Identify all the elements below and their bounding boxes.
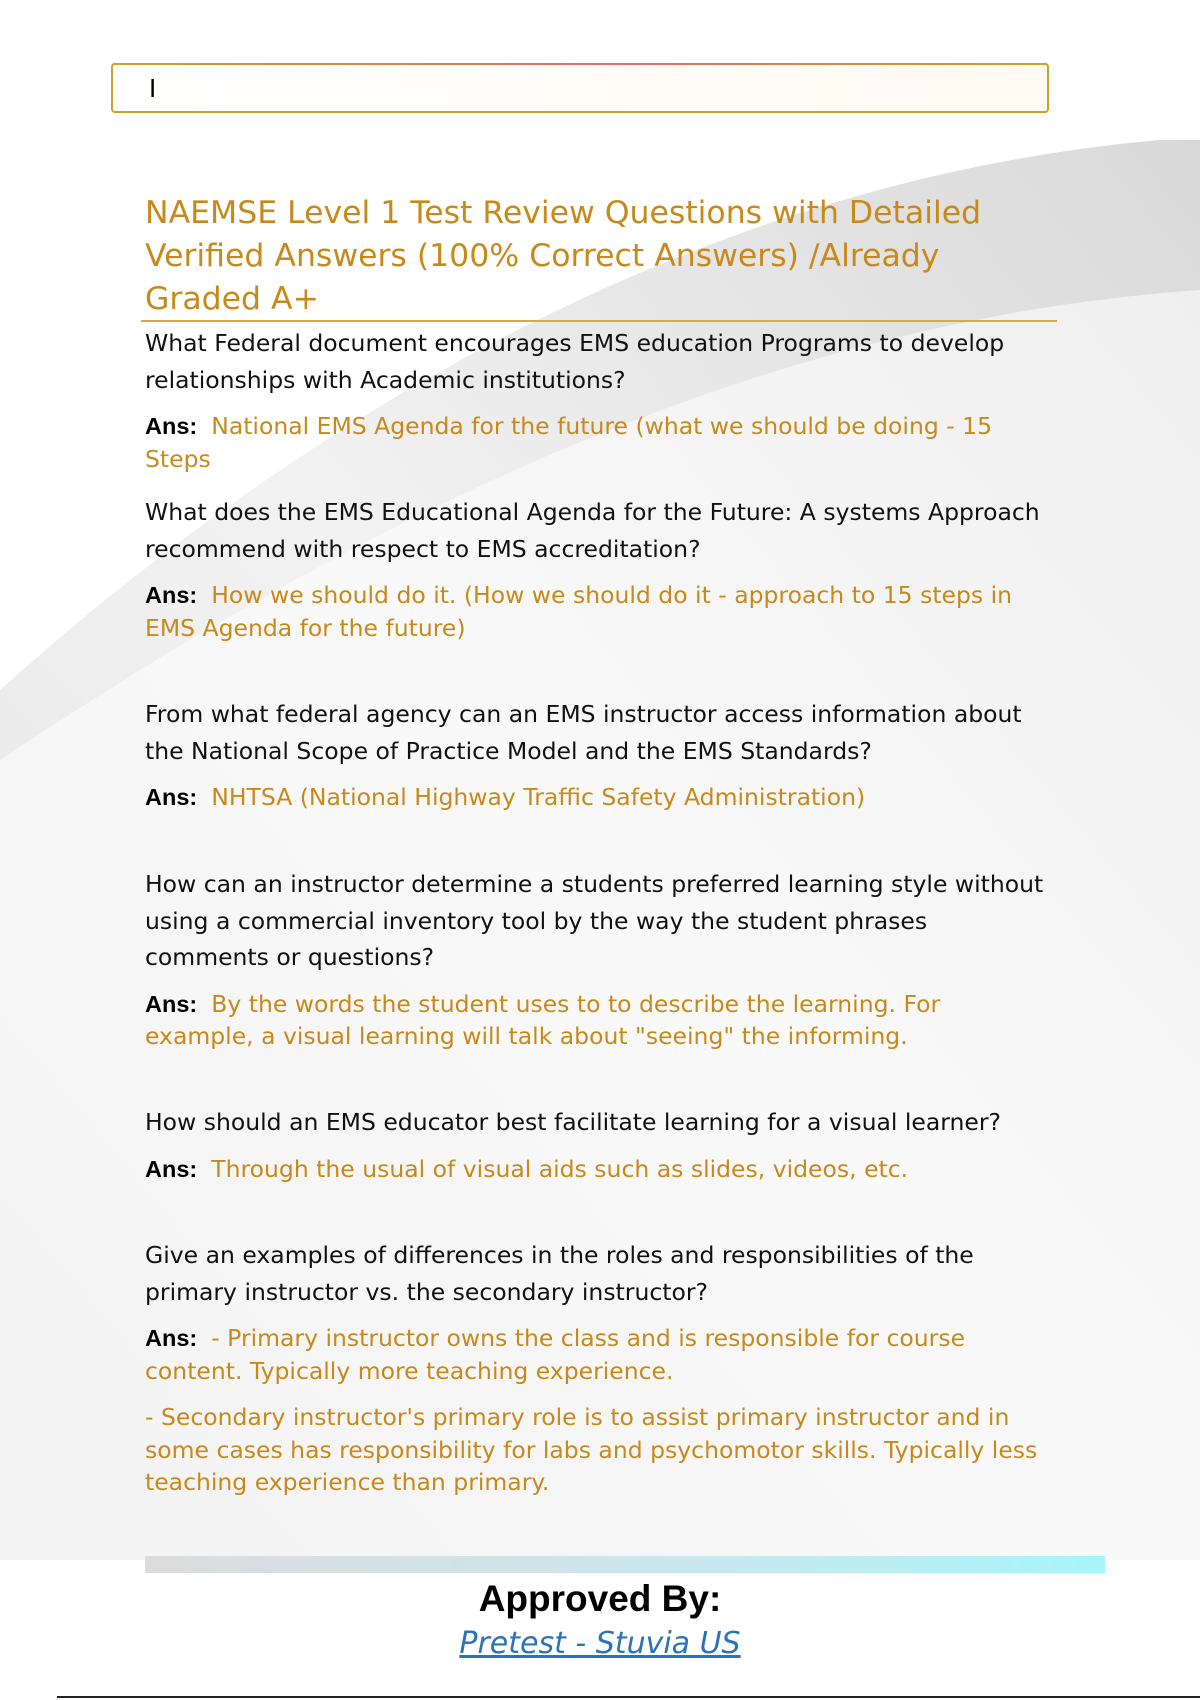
answer-text [145,781,1055,814]
answer-value: Through the usual of visual aids such as slides, videos, etc. [211,1154,909,1183]
question-text: How can an instructor determine a students preferred learning style without using a commercial inventory tool by the way the student phrases comments or questions? [145,870,1044,971]
approver-link[interactable]: Pretest - Stuvia US [459,1626,741,1661]
question-text: From what federal agency can an EMS instructor access information about the National Scope of Practice Model and the EMS Standards? [145,700,1022,765]
answer-value: - Primary instructor owns the class and is responsible for course content. Typically more teaching experience. [145,1324,966,1385]
answer-label: Ans: [145,784,198,810]
question-text: What Federal document encourages EMS education Programs to develop relationships with Academic institutions? [145,329,1005,394]
answer-value: By the words the student uses to to describe the learning. For example, a visual learning will talk about "seeing" the informing. [145,989,941,1050]
answer-label: Ans: [145,582,198,608]
answer-value: How we should do it. (How we should do it - approach to 15 steps in EMS Agenda for the future) [145,581,1013,642]
answer-text [145,410,1055,475]
answer-text [145,1322,1055,1387]
answer-label: Ans: [145,990,198,1017]
question-text: What does the EMS Educational Agenda for the Future: A systems Approach recommend with respect to EMS accreditation? [145,498,1040,563]
title-divider [141,320,1057,322]
answer-label: Ans: [145,413,198,439]
approved-by-label: Approved By: [478,1578,722,1619]
qa-item [145,1104,1055,1185]
qa-item [145,866,1055,1053]
header-box [111,63,1049,113]
answer-value: NHTSA (National Highway Traffic Safety Administration) [211,783,866,811]
qa-item [145,494,1055,644]
qa-item [145,1237,1055,1499]
answer-label: Ans: [145,1155,198,1182]
answer-text [145,1153,1055,1186]
question-text: Give an examples of differences in the roles and responsibilities of the primary instructor vs. the secondary instructor? [145,1241,974,1306]
answer-continuation: - Secondary instructor's primary role is to assist primary instructor and in some cases has responsibility for labs and psychomotor skills. Typically less teaching experience than primary. [145,1403,1038,1496]
answer-label: Ans: [145,1325,198,1351]
qa-item [145,696,1055,814]
answer-value: National EMS Agenda for the future (what we should be doing - 15 Steps [145,412,993,473]
footer-bar [145,1556,1105,1573]
answer-text [145,579,1055,644]
answer-text [145,988,1055,1053]
bottom-divider [57,1696,1200,1698]
qa-item [145,325,1055,475]
header-text: I [149,73,157,103]
question-text: How should an EMS educator best facilitate learning for a visual learner? [145,1108,1001,1136]
document-title: NAEMSE Level 1 Test Review Questions with Detailed Verified Answers (100% Correct Answers) /Already Graded A+ [145,195,982,317]
